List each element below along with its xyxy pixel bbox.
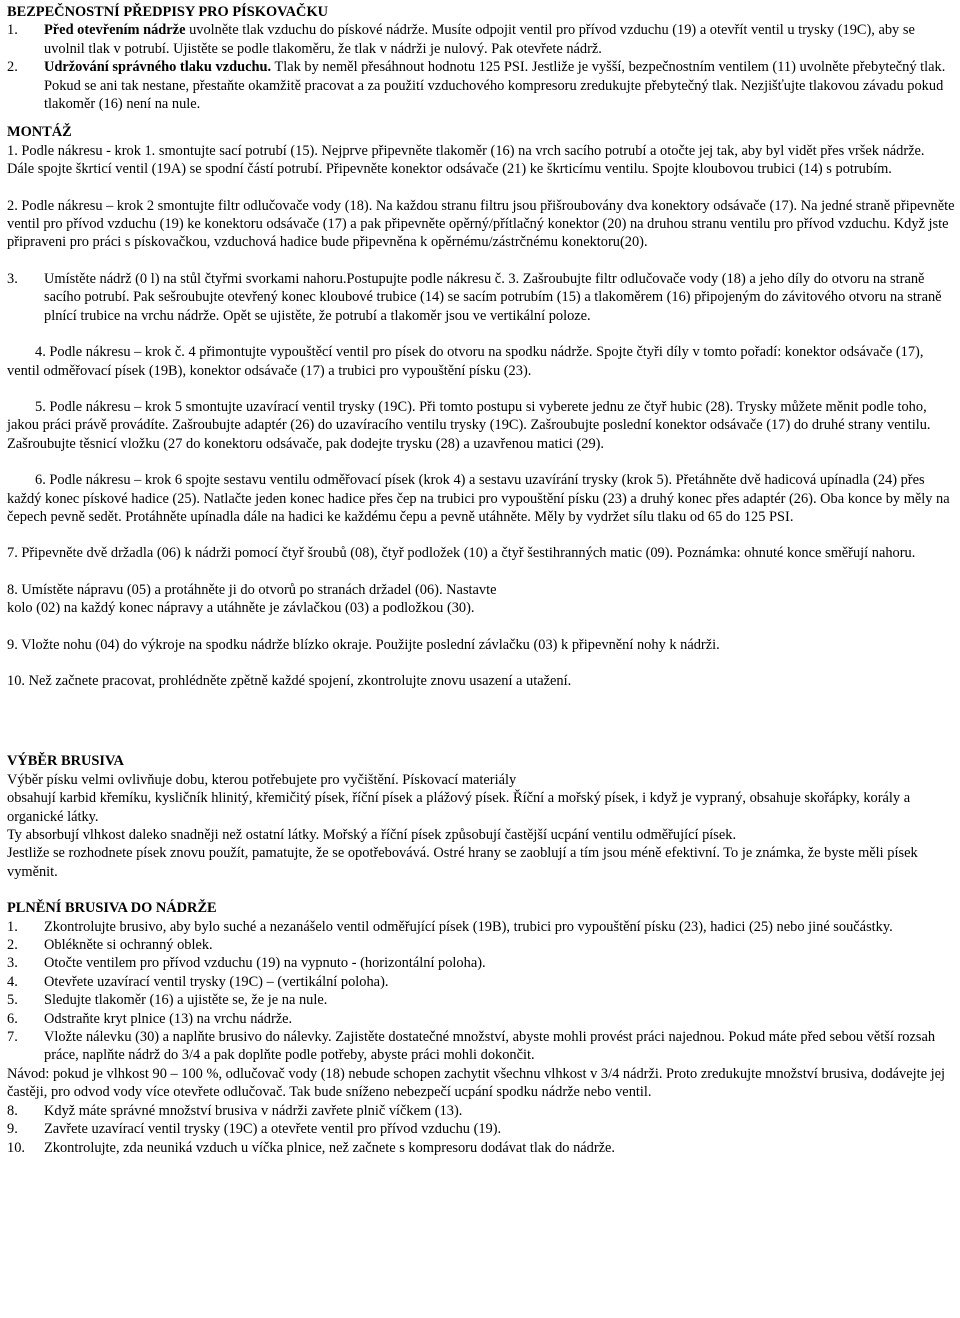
item-number: 7. xyxy=(7,1029,18,1046)
item-text: Odstraňte kryt plnice (13) na vrchu nádrže. xyxy=(44,1010,293,1027)
filling-item xyxy=(7,936,955,954)
safety-item xyxy=(7,58,955,113)
abrasive-line: Ty absorbují vlhkost daleko snadněji než ostatní látky. Mořský a říční písek způsobují častější ucpání ventilu odměřující písek. xyxy=(7,827,737,843)
item-number: 2. xyxy=(7,59,18,76)
item-number: 4. xyxy=(7,973,18,990)
item-number: 5. xyxy=(7,992,18,1009)
filling-item xyxy=(7,1102,955,1120)
filling-item xyxy=(7,1139,955,1157)
item-text: Zavřete uzavírací ventil trysky (19C) a otevřete ventil pro přívod vzduchu (19). xyxy=(44,1121,502,1138)
filling-item xyxy=(7,1120,955,1138)
item-text xyxy=(44,21,955,58)
assembly-step-1: 1. Podle nákresu - krok 1. smontujte sací potrubí (15). Nejprve připevněte tlakoměr (16) na vrch sacího potrubí a otočte jej tak, aby byl vidět přes vršek nádrže. Dále spojte škrticí ventil (19A) se spodní částí potrubí. Připevněte konektor odsávače (21) ke škrticímu ventilu. Spojte kloubovou trubici (14) s potrubím. xyxy=(7,142,925,178)
item-text: Sledujte tlakoměr (16) a ujistěte se, že je na nule. xyxy=(44,992,328,1009)
item-text xyxy=(44,58,955,113)
item-number: 8. xyxy=(7,1102,18,1119)
step-text: 5. Podle nákresu – krok 5 smontujte uzavírací ventil trysky (19C). Při tomto postupu si vyberete jednu ze čtyř hubic (28). Trysky můžete měnit podle toho, jakou práci právě provádíte. Zašroubujte adaptér (26) do uzavíracího ventilu trysky (19C). Zašroubujte poslední konektor odsávače (17) do druhé strany ventilu. Zašroubujte těsnicí vložku (27 do konektoru odsávače, pak dodejte trysku (28) a uzavřenou matici (29). xyxy=(7,398,931,452)
abrasive-heading: VÝBĚR BRUSIVA xyxy=(7,753,124,770)
document-page xyxy=(7,3,955,1157)
filling-heading: PLNĚNÍ BRUSIVA DO NÁDRŽE xyxy=(7,900,217,917)
assembly-step-6 xyxy=(7,471,955,526)
item-lead: Udržování správného tlaku vzduchu. xyxy=(44,59,272,76)
filling-item xyxy=(7,1010,955,1028)
assembly-step-10: 10. Než začnete pracovat, prohlédněte zpětně každé spojení, zkontrolujte znovu usazení a utažení. xyxy=(7,672,572,689)
assembly-step-9: 9. Vložte nohu (04) do výkroje na spodku nádrže blízko okraje. Použijte poslední závlačku (03) k připevnění nohy k nádrži. xyxy=(7,636,720,653)
assembly-step-5 xyxy=(7,398,955,453)
filling-item xyxy=(7,991,955,1009)
item-text: Když máte správné množství brusiva v nádrži zavřete plnič víčkem (13). xyxy=(44,1102,463,1119)
item-text: Umístěte nádrž (0 l) na stůl čtyřmi svorkami nahoru.Postupujte podle nákresu č. 3. Zašroubujte filtr odlučovače vody (18) a jeho díly do otvoru na straně sacího potrubí. Pak sešroubujte otevřený konec kloubové trubice (14) se sacím potrubím (15) a tlakoměrem (16) připojeným do závitového otvoru na straně plnící trubice na vrchu nádrže. Opět se ujistěte, že potrubí a tlakoměr jsou ve vertikální poloze. xyxy=(44,270,942,324)
abrasive-line: obsahují karbid křemíku, kysličník hlinitý, křemičitý písek, říční písek a plážový písek. Říční a mořský písek, i když je vypraný, obsahuje skořápky, korály a organické látky. xyxy=(7,790,911,825)
item-number: 2. xyxy=(7,937,18,954)
abrasive-line: Jestliže se rozhodnete písek znovu použít, pamatujte, že se opotřebovává. Ostré hrany se zaoblují a tím jsou méně efektivní. To je známka, že byste měli písek vyměnit. xyxy=(7,845,918,880)
assembly-step-8b: kolo (02) na každý konec nápravy a utáhněte je závlačkou (03) a podložkou (30). xyxy=(7,600,475,617)
item-lead: Před otevřením nádrže xyxy=(44,22,186,39)
item-number: 6. xyxy=(7,1010,18,1027)
safety-item xyxy=(7,21,955,58)
safety-heading: BEZPEČNOSTNÍ PŘEDPISY PRO PÍSKOVAČKU xyxy=(7,4,329,20)
item-text: Zkontrolujte brusivo, aby bylo suché a nezanášelo ventil odměřující písek (19B), trubici pro vypouštění písku (23), hadici (25) nebo jiné součástky. xyxy=(44,918,893,935)
filling-item xyxy=(7,1028,955,1065)
item-number: 1. xyxy=(7,22,18,39)
assembly-heading: MONTÁŽ xyxy=(7,124,72,141)
assembly-step-2: 2. Podle nákresu – krok 2 smontujte filtr odlučovače vody (18). Na každou stranu filtru jsou přišroubovány dva konektory odsávače (17). Na jedné straně připevněte ventil pro přívod vzduchu (19) ke konektoru odsávače (17) a pak připevněte opěrný/přítlačný konektor (20) na druhou stranu ventilu pro přívod vzduchu. Když jste připraveni pro práci s pískovačkou, vzduchová hadice bude připevněna k opěrnému/zástrčnému konektoru(20). xyxy=(7,197,955,251)
item-number: 3. xyxy=(7,270,18,287)
filling-item xyxy=(7,918,955,936)
assembly-step-7: 7. Připevněte dvě držadla (06) k nádrži pomocí čtyř šroubů (08), čtyř podložek (10) a čtyř šestihranných matic (09). Poznámka: ohnuté konce směřují nahoru. xyxy=(7,545,916,562)
assembly-step-8a: 8. Umístěte nápravu (05) a protáhněte ji do otvorů po stranách držadel (06). Nastavte xyxy=(7,581,497,598)
item-text: Otevřete uzavírací ventil trysky (19C) – (vertikální poloha). xyxy=(44,973,389,990)
assembly-step-4 xyxy=(7,343,955,380)
item-body: uvolněte tlak vzduchu do pískové nádrže. Musíte odpojit ventil pro přívod vzduchu (19) a otevřít ventil u trysky (19C), aby se uvolnil tlak v potrubí. Ujistěte se podle tlakoměru, že tlak v nádrži je nulový. Pak otevřete nádrž. xyxy=(44,22,915,57)
assembly-step-3 xyxy=(7,270,955,325)
filling-note: Návod: pokud je vlhkost 90 – 100 %, odlučovač vody (18) nebude schopen zachytit všechnu vlhkost v 3/4 nádrži. Proto zredukujte množství brusiva, dodávejte jej častěji, pro odvod vody více otevřete odlučovač. Tak bude sníženo nebezpečí ucpání spodku nádrže nebo ventil. xyxy=(7,1065,945,1101)
item-text: Zkontrolujte, zda neuniká vzduch u víčka plnice, než začnete s kompresoru dodávat tlak do nádrže. xyxy=(44,1139,616,1156)
filling-item xyxy=(7,973,955,991)
item-body: Tlak by neměl přesáhnout hodnotu 125 PSI. Jestliže je vyšší, bezpečnostním ventilem (11) uvolněte přebytečný tlak. Pokud se ani tak nestane, přestaňte okamžitě pracovat a za použití vzduchového kompresoru zredukujte přebytečný tlak. Nezjišťujte tlakovou závadu pokud tlakoměr (16) není na nule. xyxy=(44,59,946,113)
item-number: 9. xyxy=(7,1121,18,1138)
item-text: Vložte nálevku (30) a naplňte brusivo do nálevky. Zajistěte dostatečné množství, abyste mohli provést práci najednou. Pokud máte před sebou větší rozsah práce, naplňte nádrž do 3/4 a pak doplňte podle potřeby, abyste práci mohli dokončit. xyxy=(44,1029,936,1064)
filling-item xyxy=(7,954,955,972)
step-text: 6. Podle nákresu – krok 6 spojte sestavu ventilu odměřovací písek (krok 4) a sestavu uzavírání trysky (krok 5). Přetáhněte dvě hadicová upínadla (24) přes každý konec pískové hadice (25). Natlačte jeden konec hadice přes čep na trubici pro vypouštění písku (23) a druhý konec přes adaptér (26). Oba konce by měly na čepech pevně sedět. Protáhněte upínadla dále na hadici ke každému čepu a pevně utáhněte. Měly by vydržet sílu tlaku od 65 do 125 PSI. xyxy=(7,472,950,525)
item-text: Oblékněte si ochranný oblek. xyxy=(44,937,213,954)
step-text: 4. Podle nákresu – krok č. 4 přimontujte vypouštěcí ventil pro písek do otvoru na spodku nádrže. Spojte čtyři díly v tomto pořadí: konektor odsávače (17), ventil odměřovací písek (19B), konektor odsávače (17) a trubici pro vypouštění písku (23). xyxy=(7,344,924,379)
item-number: 10. xyxy=(7,1139,25,1156)
item-number: 3. xyxy=(7,955,18,972)
item-text: Otočte ventilem pro přívod vzduchu (19) na vypnuto - (horizontální poloha). xyxy=(44,955,486,972)
item-number: 1. xyxy=(7,918,18,935)
abrasive-line: Výběr písku velmi ovlivňuje dobu, kterou potřebujete pro vyčištění. Pískovací materiály xyxy=(7,771,517,788)
